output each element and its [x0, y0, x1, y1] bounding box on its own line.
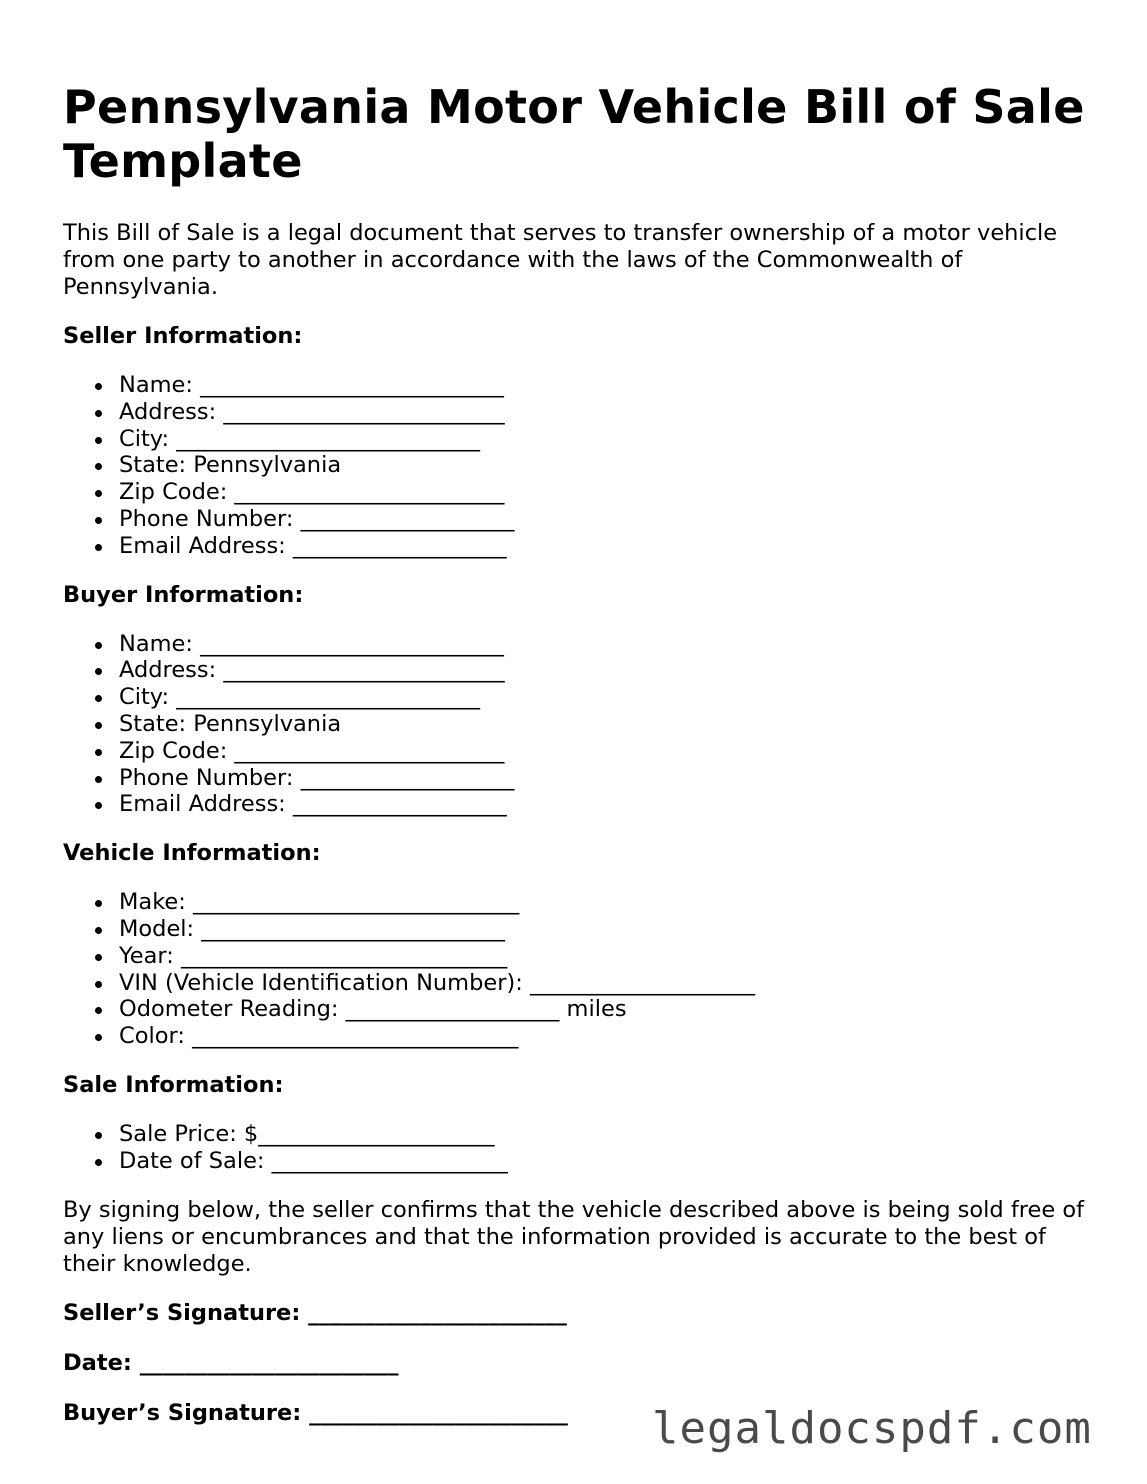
buyer-signature-line: Buyer’s Signature: _______________________ [63, 1399, 568, 1426]
buyer-zip-field: Zip Code: ________________________ [119, 738, 1093, 765]
vehicle-model-field: Model: ___________________________ [119, 916, 1093, 943]
document-page [63, 80, 1093, 1450]
seller-email-field: Email Address: ___________________ [119, 533, 1093, 560]
seller-state-field: State: Pennsylvania [119, 452, 1093, 479]
date-signature-line: Date: _______________________ [63, 1349, 399, 1376]
seller-phone-field: Phone Number: ___________________ [119, 506, 1093, 533]
seller-zip-field: Zip Code: ________________________ [119, 479, 1093, 506]
buyer-info-list [63, 631, 1093, 819]
vehicle-make-field: Make: _____________________________ [119, 889, 1093, 916]
sale-section-heading: Sale Information: [63, 1071, 284, 1098]
vehicle-odometer-field: Odometer Reading: ___________________ miles [119, 996, 1093, 1023]
vehicle-year-field: Year: _____________________________ [119, 943, 1093, 970]
buyer-section-heading: Buyer Information: [63, 581, 304, 608]
buyer-city-field: City: ___________________________ [119, 684, 1093, 711]
buyer-address-field: Address: _________________________ [119, 657, 1093, 684]
seller-statement-paragraph: By signing below, the seller confirms that the vehicle described above is being sold free of any liens or encumbrances and that the information provided is accurate to the best of their knowledge. [63, 1196, 1085, 1277]
page-title: Pennsylvania Motor Vehicle Bill of Sale Template [63, 80, 1085, 188]
vehicle-vin-field: VIN (Vehicle Identification Number): ____________________ [119, 970, 1093, 997]
seller-section-heading: Seller Information: [63, 323, 303, 349]
vehicle-color-field: Color: _____________________________ [119, 1023, 1093, 1050]
seller-name-field: Name: ___________________________ [119, 372, 1093, 399]
seller-signature-line: Seller’s Signature: _______________________ [63, 1299, 567, 1326]
buyer-email-field: Email Address: ___________________ [119, 791, 1093, 818]
sale-price-field: Sale Price: $_____________________ [119, 1121, 1093, 1148]
sale-info-list [63, 1121, 1093, 1175]
seller-city-field: City: ___________________________ [119, 426, 1093, 453]
vehicle-section-heading: Vehicle Information: [63, 840, 321, 867]
seller-address-field: Address: _________________________ [119, 399, 1093, 426]
watermark-text: legaldocspdf.com [652, 1403, 1092, 1454]
buyer-state-field: State: Pennsylvania [119, 711, 1093, 738]
sale-date-field: Date of Sale: _____________________ [119, 1148, 1093, 1175]
seller-info-list [63, 372, 1093, 560]
buyer-name-field: Name: ___________________________ [119, 631, 1093, 658]
buyer-phone-field: Phone Number: ___________________ [119, 765, 1093, 792]
intro-paragraph: This Bill of Sale is a legal document that serves to transfer ownership of a motor vehicle from one party to another in accordance with the laws of the Commonwealth of Pennsylvania. [63, 220, 1058, 300]
vehicle-info-list [63, 889, 1093, 1050]
